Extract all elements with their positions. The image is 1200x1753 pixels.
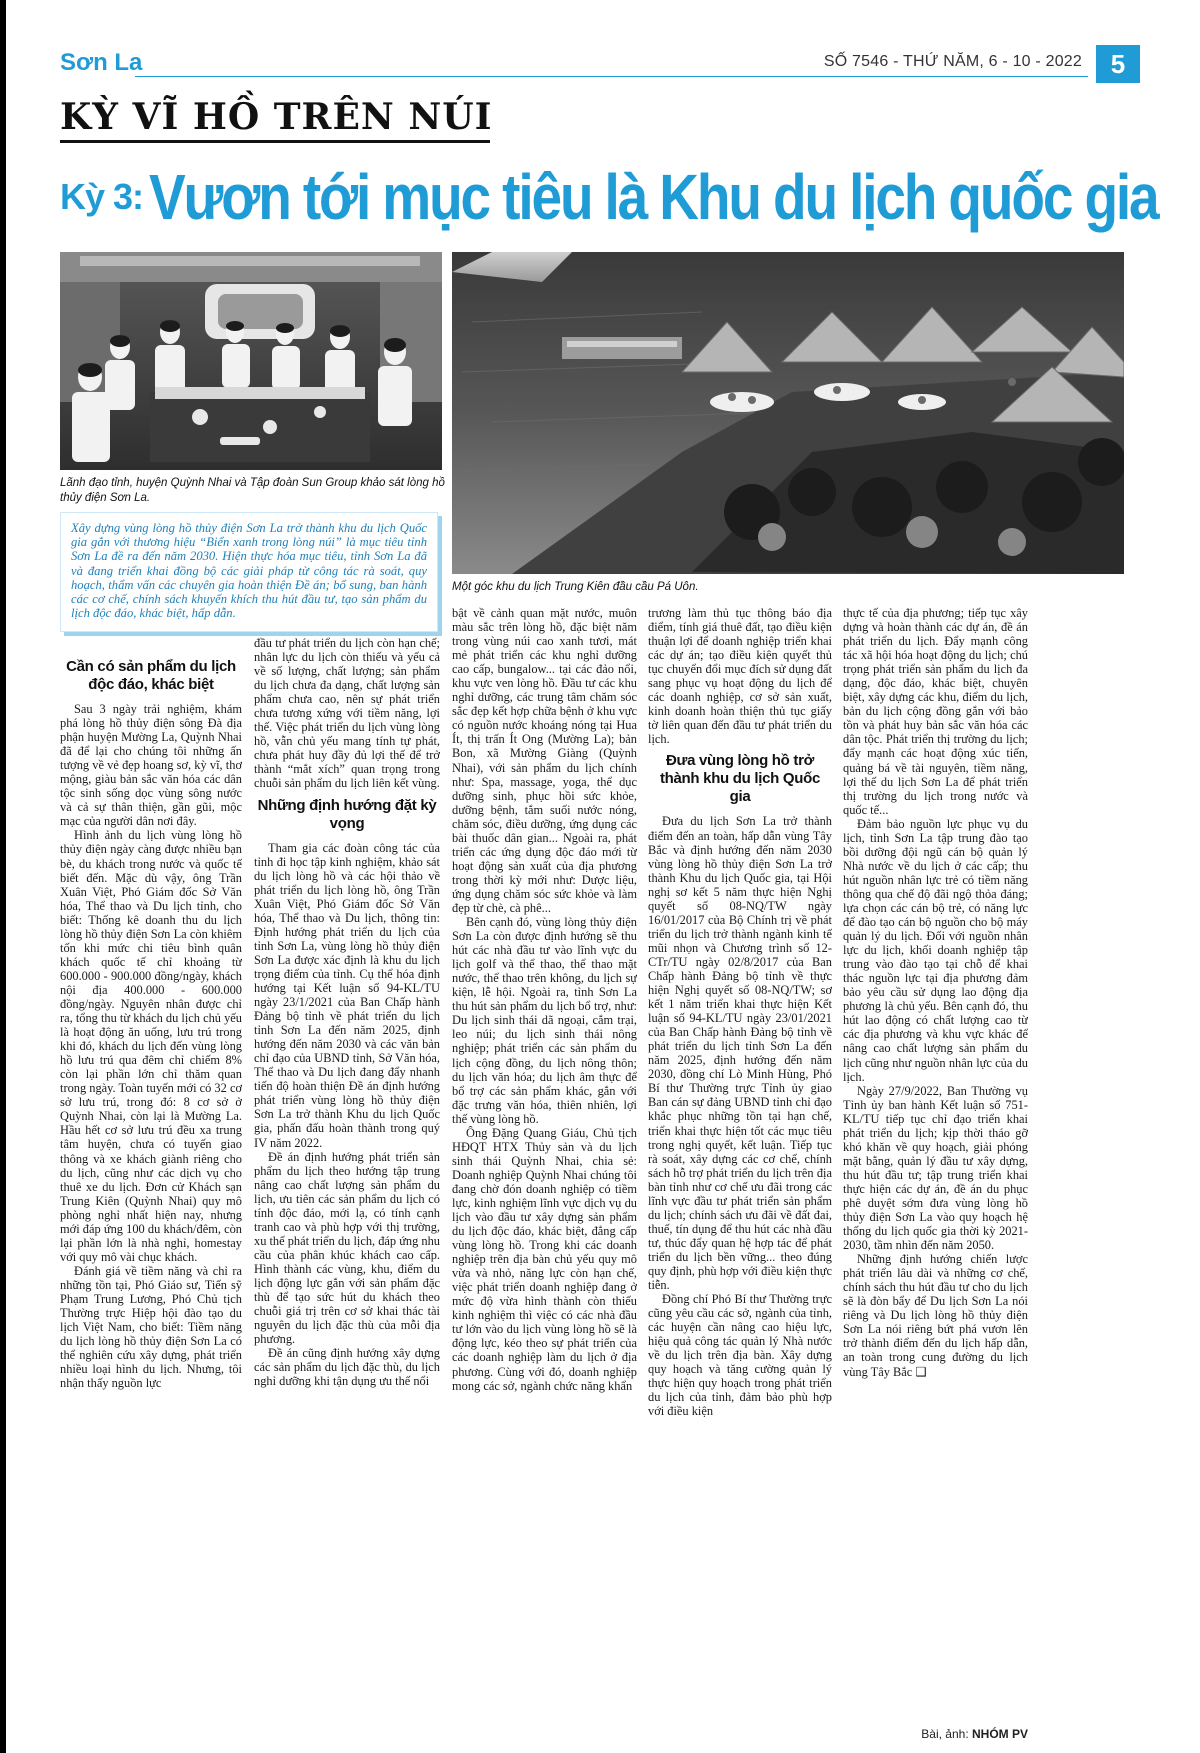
paragraph: trương làm thủ tục thông báo địa điểm, tính giá thuê đất, tạo điều kiện thuận lợi để doanh nghiệp triển khai các dự án; tạo điều kiện quyết thủ tục chuyển đổi mục đích sử dụng đất sang phục vụ hoạt động du lịch để các doanh nghiệp, cơ sở sản xuất, kinh doanh hoàn thiện thủ tục giấy tờ liên quan đến đầu tư phát triển du lịch. bbox=[648, 606, 832, 747]
paragraph: Bên cạnh đó, vùng lòng thủy điện Sơn La còn được định hướng sẽ thu hút các nhà đầu tư vào lĩnh vực du lịch golf và thể thao, thể thao mặt nước, thể thao trên không, du lịch sự kiện, lễ hội. Ngoài ra, tỉnh Sơn La thu hút sản phẩm du lịch bổ trợ, như: Du lịch sinh thái dã ngoại, cắm trại, leo núi; du lịch sinh thái nông nghiệp; phát triển các sản phẩm du lịch cộng đồng, du lịch nông thôn; du lịch văn hóa; du lịch âm thực để bổ trợ các sản phẩm khác, gắn với đặc trưng văn hóa, thiên nhiên, lợi thế vùng lòng hồ. bbox=[452, 915, 637, 1126]
paragraph: đầu tư phát triển du lịch còn hạn chế; nhân lực du lịch còn thiếu và yếu cả về số lượng, chất lượng; sản phẩm du lịch chưa đa dạng, chất lượng sản phẩm chưa cao, nên sự phát triển chưa tương xứng với tiềm năng, lợi thế. Việc phát triển du lịch vùng lòng hồ, vẫn chủ yếu mang tính tự phát, chưa phát huy đầy đủ lợi thế để trở thành “mắt xích” quan trọng trong chuỗi sản phẩm du lịch liên kết vùng. bbox=[254, 636, 440, 791]
column-4 bbox=[648, 606, 832, 1724]
paragraph: Sau 3 ngày trải nghiệm, khám phá lòng hồ thủy điện sông Đà địa phận huyện Mường La, Quỳnh Nhai đã để lại cho chúng tôi những ấn tượng về vẻ đẹp hoang sơ, kỳ vĩ, thơ mộng, giàu bản sắc văn hóa các dân tộc sinh sống dọc vùng sông nước và cả sự thân thiện, gần gũi, mộc mạc của người dân nơi đây. bbox=[60, 702, 242, 829]
paragraph: Ngày 27/9/2022, Ban Thường vụ Tỉnh ủy ban hành Kết luận số 751-KL/TU tiếp tục chỉ đạo triển khai phát triển du lịch; kịp thời tháo gỡ khó khăn về quy hoạch, giải phóng mặt bằng, quản lý đầu tư xây dựng, thu hút đầu tư; tập trung triển khai thực hiện các dự án, đề án du phục phê duyệt sớm đưa vùng lòng hồ thủy điện Sơn La vào quy hoạch hệ thống du lịch quốc gia thời kỳ 2021-2030, tầm nhìn đến năm 2050. bbox=[843, 1083, 1028, 1253]
section-name: Sơn La bbox=[60, 49, 143, 76]
photo1-caption: Lãnh đạo tỉnh, huyện Quỳnh Nhai và Tập đoàn Sun Group khảo sát lòng hồ thủy điện Sơn La. bbox=[60, 477, 445, 504]
column-2 bbox=[254, 636, 440, 1724]
paragraph: Đề án cũng định hướng xây dựng các sản phẩm du lịch đặc thù, du lịch nghỉ dưỡng khi tận dụng ưu thế nổi bbox=[254, 1346, 440, 1389]
paragraph: Đồng chí Phó Bí thư Thường trực cũng yêu cầu các sở, ngành của tỉnh, các huyện cần nâng cao hiệu lực, hiệu quả công tác quản lý Nhà nước về du lịch trên địa bàn. Xây dựng quy hoạch và tăng cường quản lý thực hiện quy hoạch trong phát triển du lịch của tỉnh, đảm bảo phù hợp với điều kiện bbox=[648, 1292, 832, 1419]
subhead-2: Những định hướng đặt kỳ vọng bbox=[257, 796, 437, 832]
lead-paragraph bbox=[60, 512, 438, 632]
column-5 bbox=[843, 606, 1028, 1724]
subhead-3: Đưa vùng lòng hồ trở thành khu du lịch Quốc gia bbox=[659, 752, 821, 806]
paragraph: Ông Đặng Quang Giáu, Chủ tịch HĐQT HTX Thủy sản và du lịch sinh thái Quỳnh Nhai, chia sẻ: Doanh nghiệp Quỳnh Nhai chúng tôi đang chờ đón doanh nghiệp có tiềm lực, kinh nghiệm lĩnh vực dịch vụ du lịch vào đầu tư xây dựng sản phẩm du lịch độc đáo, khác biệt, đẳng cấp vùng lòng hồ. Trong khi các doanh nghiệp trên địa bàn chủ yếu quy mô vừa và nhỏ, năng lực còn hạn chế, việc phát triển doanh nghiệp đang ở mức độ vừa hình thành còn thiếu kinh nghiệm thì việc có các nhà đầu tư lớn vào du lịch vùng lòng hồ sẽ là động lực, kéo theo sự phát triển của các doanh nghiệp làm du lịch ở địa phương. Cùng với đó, doanh nghiệp mong các sở, ngành chức năng khẩn bbox=[452, 1125, 637, 1393]
paragraph: Hình ảnh du lịch vùng lòng hồ thủy điện ngày càng được nhiều bạn bè, du khách trong nước và quốc tế biết đến. Mặc dù vậy, ông Trần Xuân Việt, Phó Giám đốc Sở Văn hóa, Thể thao và Du lịch tỉnh, cho biết: Thống kê doanh thu du lịch lòng hồ thủy điện Sơn La còn khiêm tốn khi mức chi tiêu bình quân khách quốc tế chỉ khoảng từ 600.000 - 900.000 đồng/ngày, khách nội địa 400.000 - 600.000 đồng/ngày. Nguyên nhân được chỉ ra, tổng thu từ khách du lịch chủ yếu là hoạt động ăn uống, lưu trú trong khi đó, khách du lịch đến vùng lòng hồ lưu trú qua đêm chỉ chiếm 8% còn lại phần lớn chỉ thăm quan trong ngày. Toàn tuyến mới có 32 cơ sở lưu trú, trong đó: 8 cơ sở ở Quỳnh Nhai, còn lại là Mường La. Hầu hết cơ sở lưu trú đều xa trung tâm huyện, chưa có tuyến giao thông và xe khách giành riêng cho du lịch, cũng như các dịch vụ cho thuê xe du lịch. Đơn cử Khách sạn Trung Kiên (Quỳnh Nhai) quy mô phòng nghỉ nhất hiện nay, nhưng mới đáp ứng 100 du khách/đêm, còn lại phần lớn là nhà nghỉ, homestay với quy mô vài chục khách. bbox=[60, 828, 242, 1264]
paragraph: Đánh giá về tiềm năng và chỉ ra những tồn tại, Phó Giáo sư, Tiến sỹ Phạm Trung Lương, Phó Chủ tịch Thường trực Hiệp hội đào tạo du lịch Việt Nam, cho biết: Tiềm năng du lịch lòng hồ thủy điện Sơn La có thể nghiên cứu xây dựng, phát triển nhiều loại hình du lịch. Nhưng, tôi nhận thấy nguồn lực bbox=[60, 1263, 242, 1391]
photo2-caption: Một góc khu du lịch Trung Kiên đầu cầu Pá Uôn. bbox=[452, 581, 699, 593]
series-title: KỲ VĨ HỒ TRÊN NÚI bbox=[60, 96, 493, 138]
byline-author: NHÓM PV bbox=[971, 1727, 1028, 1741]
resort-photo bbox=[452, 252, 1124, 574]
column-3 bbox=[452, 606, 637, 1724]
page-number: 5 bbox=[1096, 45, 1140, 83]
headline-title: Vươn tới mục tiêu là Khu du lịch quốc gia bbox=[149, 161, 1158, 233]
byline-prefix: Bài, ảnh: bbox=[921, 1727, 972, 1741]
paragraph: thực tế của địa phương; tiếp tục xây dựng và hoàn thành các dự án, đề án phát triển du lịch. Đẩy mạnh công tác xã hội hóa hoạt động du lịch; chú trọng phát triển sản phẩm du lịch đa dạng, độc đáo, khác biệt, chuyên biệt, xây dựng các khu, điểm du lịch, bản du lịch cộng đồng gắn với bảo tồn và phát huy bản sắc văn hóa các dân tộc. Phát triển thị trường du lịch; đẩy mạnh các hoạt động xúc tiến, quảng bá về tài nguyên, tiềm năng, lợi thế du lịch Sơn La để phát triển thị trường du lịch trong nước và quốc tế... bbox=[843, 606, 1028, 817]
paragraph: Những định hướng chiến lược phát triển lâu dài và những cơ chế, chính sách thu hút đầu tư cho du lịch sẽ là đòn bẩy để Du lịch Sơn La nói riêng và Du lịch lòng hồ thủy điện Sơn La nói riêng bứt phá vươn lên trở thành điểm đến du lịch hấp dẫn, an toàn trong cung đường du lịch vùng Tây Bắc ❑ bbox=[843, 1252, 1028, 1379]
header-rule bbox=[135, 76, 1088, 77]
column-1 bbox=[60, 652, 242, 1724]
issue-info: SỐ 7546 - THỨ NĂM, 6 - 10 - 2022 bbox=[823, 53, 1082, 70]
paragraph: Đề án định hướng phát triển sản phẩm du lịch theo hướng tập trung nâng cao chất lượng sản phẩm du lịch, ưu tiên các sản phẩm du lịch có tính độc đáo, mới lạ, có tính cạnh tranh cao và phù hợp với thị trường, xu thế phát triển du lịch, đáp ứng nhu cầu của phân khúc khách cao cấp. Hình thành các vùng, khu, điểm du lịch động lực gắn với sản phẩm đặc thù để tạo sức hút du khách theo chuỗi giá trị trên cơ sở khai thác tài nguyên du lịch đặc thù của mỗi địa phương. bbox=[254, 1149, 440, 1347]
headline-part: Kỳ 3: bbox=[60, 176, 144, 217]
headline bbox=[60, 160, 1158, 250]
paragraph: Đưa du lịch Sơn La trở thành điểm đến an toàn, hấp dẫn vùng Tây Bắc và định hướng đến năm 2030 vùng lòng hồ thủy điện Sơn La trở thành Khu du lịch Quốc gia, tại Hội nghị sơ kết 5 năm thực hiện Nghị quyết số 08-NQ/TW ngày 16/01/2017 của Bộ Chính trị về phát triển du lịch trở thành ngành kinh tế mũi nhọn và Chương trình số 12-CTr/TU ngày 02/8/2017 của Ban Chấp hành Đảng bộ tỉnh về thực hiện Nghị quyết số 08-NQ/TW; sơ kết 1 năm triển khai thực hiện Kết luận số 94-KL/TU ngày 23/01/2021 của Ban Chấp hành Đảng bộ tỉnh về phát triển du lịch tỉnh Sơn La đến năm 2025, định hướng đến năm 2030, đồng chí Lò Minh Hùng, Phó Bí thư Thường trực Tỉnh ủy giao Ban cán sự đảng UBND tỉnh chỉ đạo khắc phục những tồn tại hạn chế, triển khai thực hiện tốt các mục tiêu trong nghị quyết, kết luận. Tiếp tục rà soát, xây dựng các cơ chế, chính sách hỗ trợ phát triển du lịch trên địa bàn tỉnh như cơ chế ưu đãi trong các lĩnh vực đầu tư phát triển sản phẩm du lịch; chính sách ưu đãi về đất đai, thuế, tín dụng để thu hút các nhà đầu tư, thúc đẩy quan hệ hợp tác để phát triển du lịch bền vững... theo đúng quy định, phù hợp với điều kiện thực tiễn. bbox=[648, 814, 832, 1293]
paragraph: bật về cảnh quan mặt nước, muôn màu sắc trên lòng hồ, đặc biệt năm trong vùng núi cao xanh tươi, mát mẻ phát triển các khu nghỉ dưỡng cao cấp, bungalow... tại các đảo nổi, khu vực ven lòng hồ. Đầu tư các khu nghỉ dưỡng, các trung tâm chăm sóc sắc đẹp kết hợp chữa bệnh ở khu vực có nguồn nước khoáng nóng tại Hua Ít, thị trấn Ít Ong (Mường La); bản Bon, xã Mường Giàng (Quỳnh Nhai), với sản phẩm du lịch chính như: Spa, massage, yoga, thể dục dưỡng sinh, phục hồi sức khỏe, dưỡng bệnh, tắm suối nước nóng, chăm sóc, điều dưỡng, ứng dụng các bài thuốc dân gian... Ngoài ra, phát triển các ứng dụng độc đáo mới từ hoạt động sản xuất của địa phương trong thời kỳ mới như: Dược liệu, ứng dụng chăm sóc sức khỏe và làm đẹp từ chè, cà phê... bbox=[452, 606, 637, 915]
page-edge bbox=[0, 0, 6, 1753]
meeting-photo bbox=[60, 252, 442, 470]
lead-text: Xây dựng vùng lòng hồ thủy điện Sơn La trở thành khu du lịch Quốc gia gắn với thương hiệu “Biển xanh trong lòng núi” là mục tiêu tỉnh Sơn La đề ra đến năm 2030. Hiện thực hóa mục tiêu, tỉnh Sơn La đã và đang triển khai đồng bộ các giải pháp từ công tác rà soát, quy hoạch, thẩm vấn các chuyên gia hoàn thiện Đề án; bổ sung, ban hành các cơ chế, chính sách khuyến khích thu hút đầu tư, tạo sản phẩm du lịch độc đáo, khác biệt, hấp dẫn. bbox=[71, 521, 427, 621]
series-underline bbox=[60, 140, 490, 143]
subhead-1: Cần có sản phẩm du lịch độc đáo, khác biệt bbox=[66, 658, 236, 693]
page-header bbox=[60, 45, 1140, 83]
paragraph: Tham gia các đoàn công tác của tỉnh đi học tập kinh nghiệm, khảo sát du lịch lòng hồ và các hội thảo về phát triển du lịch lòng hồ, ông Trần Xuân Việt, Phó Giám đốc Sở Văn hóa, Thể thao và Du lịch, thông tin: Định hướng phát triển du lịch của tỉnh Sơn La, vùng lòng hồ thủy điện Sơn La được xác định là khu du lịch trọng điểm của tỉnh. Cụ thể hóa định hướng tại Kết luận số 94-KL/TU ngày 23/1/2021 của Ban Chấp hành Đảng bộ tỉnh về phát triển du lịch tỉnh Sơn La đến năm 2025, định hướng đến năm 2030 và các văn bản chỉ đạo của UBND tỉnh, Sở Văn hóa, Thể thao và Du lịch đang đẩy nhanh tiến độ hoàn thiện Đề án định hướng phát triển vùng lòng hồ thủy điện Sơn La trở thành Khu du lịch Quốc gia, phấn đấu hoàn thành trong quý IV năm 2022. bbox=[254, 840, 440, 1150]
paragraph: Đảm bảo nguồn lực phục vụ du lịch, tỉnh Sơn La tập trung đào tạo bồi dưỡng đội ngũ cán bộ quản lý Nhà nước về du lịch ở các cấp; thu hút nguồn nhân lực trẻ có tiềm năng thông qua chế độ đãi ngộ thỏa đáng; lựa chọn các cán bộ trẻ, có năng lực để đào tạo cán bộ nguồn cho bộ máy quản lý du lịch. Đối với nguồn nhân lực du lịch, khối doanh nghiệp tập trung vào đào tạo tại chỗ để khai thác nguồn lực tại địa phương đảm bảo yêu cầu sử dụng lao động địa phương là chủ yếu. Bên cạnh đó, thu hút lao động có chất lượng cao từ các địa phương và khu vực khác để nâng cao chất lượng sản phẩm du lịch cũng như nguồn nhân lực của du lịch. bbox=[843, 816, 1028, 1084]
byline bbox=[921, 1727, 1028, 1741]
